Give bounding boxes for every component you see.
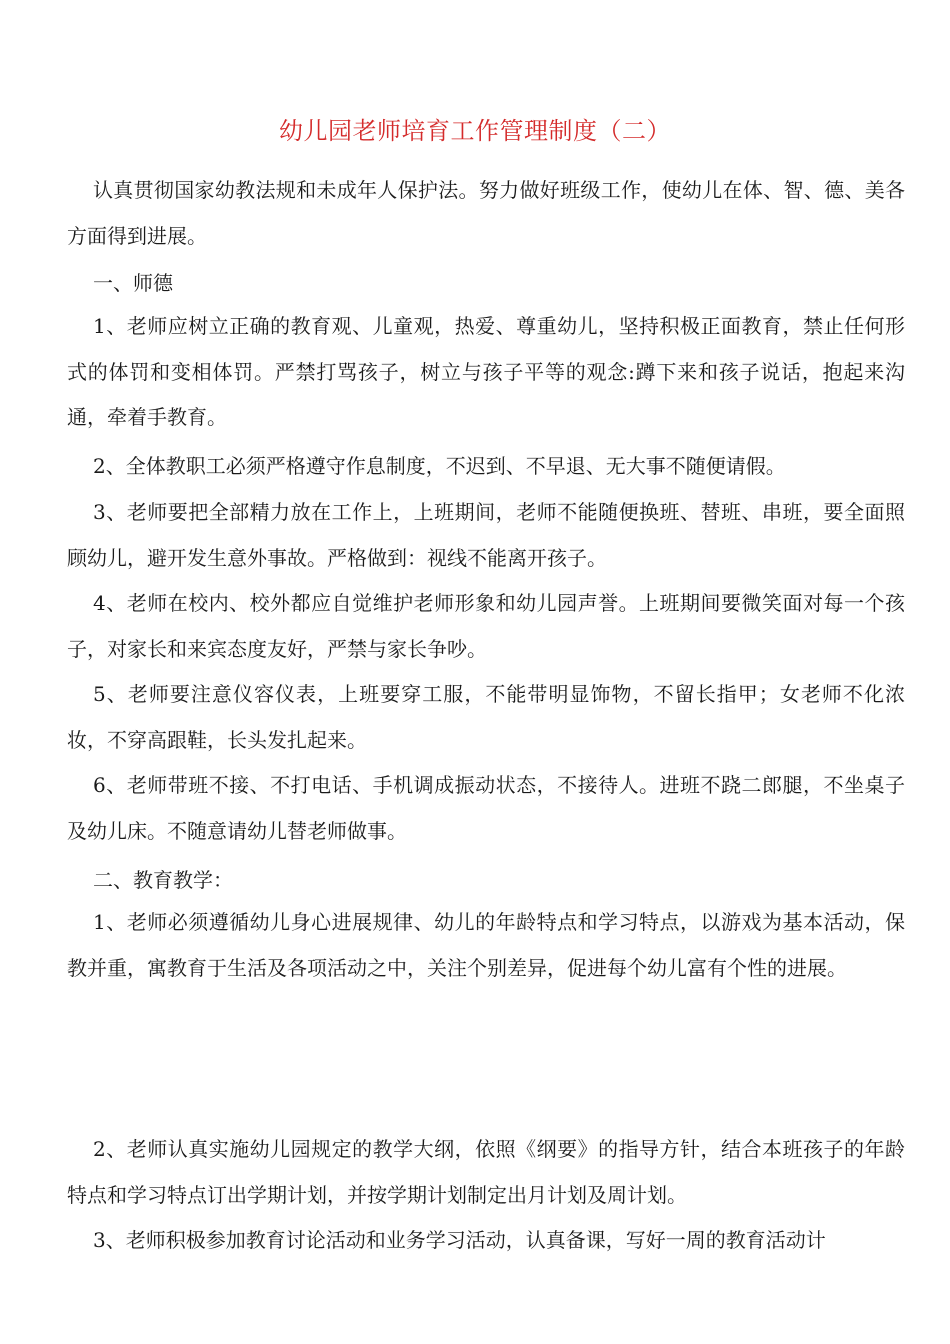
section2-item-2: 2、老师认真实施幼儿园规定的教学大纲，依照《纲要》的指导方针，结合本班孩子的年龄特点和学习特点订出学期计划，并按学期计划制定出月计划及周计划。 <box>67 1137 905 1207</box>
section1-item-5: 5、老师要注意仪容仪表，上班要穿工服，不能带明显饰物，不留长指甲；女老师不化浓妆，不穿高跟鞋，长头发扎起来。 <box>67 682 905 752</box>
section1-item-6: 6、老师带班不接、不打电话、手机调成振动状态，不接待人。进班不跷二郎腿，不坐桌子及幼儿床。不随意请幼儿替老师做事。 <box>67 773 905 843</box>
section1-item-4: 4、老师在校内、校外都应自觉维护老师形象和幼儿园声誉。上班期间要微笑面对每一个孩子，对家长和来宾态度友好，严禁与家长争吵。 <box>67 591 905 661</box>
section1-item-2: 2、全体教职工必须严格遵守作息制度，不迟到、不早退、无大事不随便请假。 <box>93 454 786 478</box>
section2-item-3: 3、老师积极参加教育讨论活动和业务学习活动，认真备课，写好一周的教育活动计 <box>93 1228 826 1252</box>
section1-item-3: 3、老师要把全部精力放在工作上，上班期间，老师不能随便换班、替班、串班，要全面照顾幼儿，避开发生意外事故。严格做到：视线不能离开孩子。 <box>67 500 905 570</box>
intro-paragraph: 认真贯彻国家幼教法规和未成年人保护法。努力做好班级工作，使幼儿在体、智、德、美各方面得到进展。 <box>67 178 905 248</box>
document-title: 幼儿园老师培育工作管理制度（二） <box>279 117 671 145</box>
section1-item-1: 1、老师应树立正确的教育观、儿童观，热爱、尊重幼儿，坚持积极正面教育，禁止任何形式的体罚和变相体罚。严禁打骂孩子，树立与孩子平等的观念:蹲下来和孩子说话，抱起来沟通，牵着手教育。 <box>67 314 905 429</box>
section1-heading: 一、师德 <box>93 271 173 295</box>
section2-heading: 二、教育教学： <box>93 868 233 892</box>
section2-item-1: 1、老师必须遵循幼儿身心进展规律、幼儿的年龄特点和学习特点，以游戏为基本活动，保教并重，寓教育于生活及各项活动之中，关注个别差异，促进每个幼儿富有个性的进展。 <box>67 910 905 980</box>
